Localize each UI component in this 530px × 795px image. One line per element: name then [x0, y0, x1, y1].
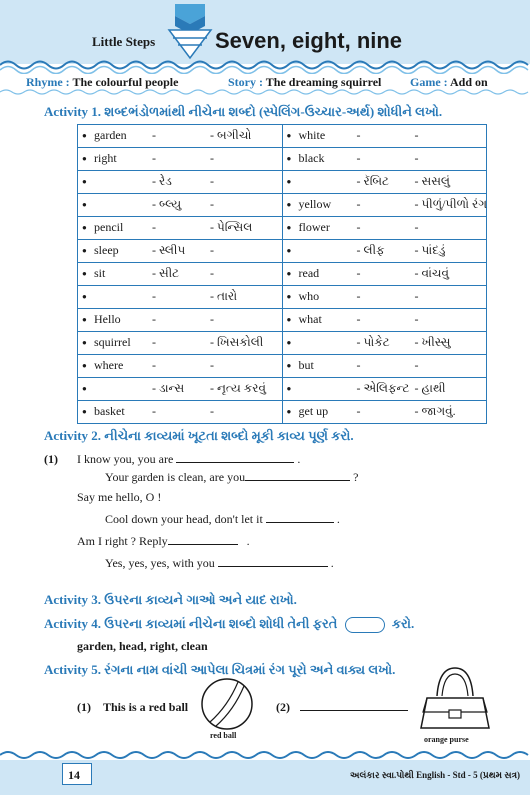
bullet-icon: ●: [82, 177, 87, 186]
vocab-pronunciation: -: [152, 358, 156, 372]
vocab-meaning: -: [210, 243, 214, 257]
circle-shape-icon: [345, 617, 385, 633]
poem-line-2: Your garden is clean, are you ?: [105, 470, 359, 484]
vocab-meaning: -: [210, 404, 214, 418]
game-info: Game : Add on: [410, 75, 488, 89]
series-title: Little Steps: [92, 34, 156, 49]
page-title: Seven, eight, nine: [215, 28, 403, 53]
activity5-title: Activity 5. રંગના નામ વાંચી આપેલા ચિત્રમાં રંગ પૂરો અને વાક્ય લખો.: [44, 662, 396, 677]
vocab-meaning: - વાંચવું: [414, 266, 449, 280]
item2-answer-line[interactable]: [300, 698, 408, 711]
table-row: [78, 194, 487, 217]
table-row: [78, 263, 487, 286]
vocab-word: sit: [94, 266, 106, 280]
vocab-word: garden: [94, 128, 127, 142]
vocab-meaning: - ખીસ્સુ: [414, 335, 451, 349]
ball-icon[interactable]: [198, 676, 256, 732]
table-row: [78, 125, 487, 148]
vocab-meaning: -: [210, 197, 214, 211]
vocab-word: flower: [298, 220, 330, 234]
vocab-pronunciation: -: [356, 289, 361, 303]
vocab-word: but: [298, 358, 314, 372]
vocab-cell-left[interactable]: [78, 194, 283, 217]
vocab-pronunciation: -: [152, 289, 156, 303]
vocab-cell-right[interactable]: [282, 171, 487, 194]
vocab-pronunciation: - પોકેટ: [356, 335, 390, 349]
bullet-icon: ●: [286, 292, 292, 301]
vocab-cell-left[interactable]: [78, 355, 283, 378]
vocab-word: pencil: [94, 220, 124, 234]
vocab-word: basket: [94, 404, 125, 418]
bullet-icon: ●: [286, 200, 292, 209]
vocab-pronunciation: - એલિફન્ટ: [356, 381, 410, 395]
vocab-pronunciation: - લીફ: [356, 243, 385, 257]
vocab-word: right: [94, 151, 117, 165]
vocab-cell-left[interactable]: [78, 171, 283, 194]
vocab-cell-right[interactable]: [282, 148, 487, 171]
bullet-icon: ●: [82, 361, 87, 370]
vocab-word: sleep: [94, 243, 119, 257]
table-row: [78, 309, 487, 332]
vocab-pronunciation: - સ્લીપ: [152, 243, 186, 257]
item1-sentence: This is a red ball: [103, 700, 189, 714]
vocab-cell-left[interactable]: [78, 378, 283, 401]
vocab-pronunciation: -: [356, 404, 361, 418]
vocab-cell-right[interactable]: [282, 309, 487, 332]
vocab-meaning: - સસલું: [414, 174, 451, 188]
poem-number: (1): [44, 452, 58, 466]
vocab-meaning: - નૃત્ય કરવું: [210, 381, 266, 395]
vocab-cell-left[interactable]: [78, 286, 283, 309]
item1-number: (1): [77, 700, 91, 714]
bullet-icon: ●: [286, 223, 292, 232]
vocab-pronunciation: - રૅબિટ: [356, 174, 390, 188]
vocab-meaning: - પાંદડું: [414, 243, 446, 257]
vocab-cell-left[interactable]: [78, 309, 283, 332]
vocab-pronunciation: -: [152, 220, 156, 234]
vocab-meaning: -: [210, 312, 214, 326]
bullet-icon: ●: [286, 407, 292, 416]
vocab-meaning: - જાગવું.: [414, 404, 456, 418]
table-row: [78, 171, 487, 194]
bullet-icon: ●: [286, 177, 292, 186]
bullet-icon: ●: [286, 338, 292, 347]
divider-wave: [0, 88, 530, 96]
bullet-icon: ●: [286, 315, 292, 324]
vocab-cell-right[interactable]: [282, 217, 487, 240]
table-row: [78, 355, 487, 378]
bullet-icon: ●: [82, 338, 87, 347]
bullet-icon: ●: [286, 154, 292, 163]
table-row: [78, 217, 487, 240]
bullet-icon: ●: [286, 361, 292, 370]
purse-icon[interactable]: [415, 664, 495, 736]
vocab-meaning: - બગીચો: [210, 128, 252, 142]
ball-caption: red ball: [210, 731, 237, 740]
vocab-word: white: [298, 128, 326, 142]
activity1-title: Activity 1. શબ્દભંડોળમાંથી નીચેના શબ્દો (સ્પેલિંગ-ઉચ્ચાર-અર્થ) શોધીને લખો.: [44, 104, 443, 119]
vocab-meaning: -: [210, 266, 214, 280]
table-row: [78, 240, 487, 263]
vocab-pronunciation: - ડાન્સ: [152, 381, 185, 395]
vocab-word: what: [298, 312, 322, 326]
vocab-pronunciation: -: [356, 312, 361, 326]
poem-line-1: I know you, you are .: [77, 452, 301, 466]
item2-number: (2): [276, 700, 290, 714]
vocab-pronunciation: - સીટ: [152, 266, 180, 280]
vocab-meaning: -: [210, 151, 214, 165]
vocab-cell-right[interactable]: [282, 263, 487, 286]
activity4-title: Activity 4. ઉપરના કાવ્યમાં નીચેના શબ્દો શોધી તેની ફરતે કરો.: [44, 616, 414, 633]
header-wave: [0, 56, 530, 74]
vocab-meaning: -: [414, 358, 419, 372]
vocab-cell-left[interactable]: [78, 217, 283, 240]
vocab-table: [77, 124, 487, 424]
bullet-icon: ●: [286, 384, 292, 393]
vocab-meaning: -: [414, 151, 419, 165]
footer-book-title: અલંકાર સ્વા.પોથી English - Std - 5 (પ્રથમ સત્ર): [350, 770, 521, 780]
vocab-pronunciation: -: [356, 266, 361, 280]
vocab-word: where: [94, 358, 124, 372]
vocab-cell-right[interactable]: [282, 194, 487, 217]
bullet-icon: ●: [82, 384, 87, 393]
table-row: [78, 286, 487, 309]
vocab-cell-left[interactable]: [78, 263, 283, 286]
vocab-pronunciation: -: [152, 404, 156, 418]
bullet-icon: ●: [82, 292, 87, 301]
vocab-pronunciation: -: [356, 151, 361, 165]
vocab-meaning: - ખિસકોલી: [210, 335, 264, 349]
vocab-pronunciation: -: [356, 358, 361, 372]
bullet-icon: ●: [82, 223, 87, 232]
vocab-pronunciation: -: [356, 128, 361, 142]
purse-caption: orange purse: [424, 735, 469, 744]
poem-line-6: Yes, yes, yes, with you .: [105, 556, 334, 570]
story-info: Story : The dreaming squirrel: [228, 75, 382, 89]
vocab-pronunciation: -: [152, 151, 156, 165]
poem-line-4: Cool down your head, don't let it .: [105, 512, 340, 526]
vocab-cell-right[interactable]: [282, 240, 487, 263]
vocab-word: Hello: [94, 312, 121, 326]
vocab-meaning: - પીળું/પીળો રંગ: [414, 197, 487, 211]
vocab-meaning: -: [210, 358, 214, 372]
bullet-icon: ●: [82, 315, 87, 324]
table-row: [78, 332, 487, 355]
vocab-word: black: [298, 151, 325, 165]
header-logo-icon: [165, 2, 215, 64]
bullet-icon: ●: [82, 200, 87, 209]
vocab-meaning: -: [414, 312, 419, 326]
page-number: 14: [68, 768, 80, 782]
vocab-meaning: - પેન્સિલ: [210, 220, 253, 234]
vocab-meaning: -: [414, 289, 419, 303]
vocab-cell-left[interactable]: [78, 332, 283, 355]
rhyme-info: Rhyme : The colourful people: [26, 75, 179, 89]
vocab-cell-right[interactable]: [282, 332, 487, 355]
vocab-cell-left[interactable]: [78, 148, 283, 171]
vocab-pronunciation: -: [152, 335, 156, 349]
vocab-meaning: -: [210, 174, 214, 188]
bullet-icon: ●: [82, 246, 87, 255]
vocab-cell-right[interactable]: [282, 378, 487, 401]
table-row: [78, 401, 487, 424]
vocab-word: yellow: [298, 197, 332, 211]
vocab-pronunciation: - બ્લ્યુ: [152, 197, 182, 211]
vocab-meaning: - તારો: [210, 289, 238, 303]
poem-line-3: Say me hello, O !: [77, 490, 162, 504]
activity4-words: garden, head, right, clean: [77, 639, 208, 653]
vocab-word: read: [298, 266, 320, 280]
bullet-icon: ●: [82, 131, 87, 140]
vocab-meaning: -: [414, 220, 419, 234]
bullet-icon: ●: [286, 131, 292, 140]
vocab-cell-left[interactable]: [78, 125, 283, 148]
vocab-cell-left[interactable]: [78, 240, 283, 263]
poem-line-5: Am I right ? Reply .: [77, 534, 250, 548]
vocab-pronunciation: -: [356, 197, 361, 211]
vocab-meaning: -: [414, 128, 419, 142]
bullet-icon: ●: [286, 246, 292, 255]
vocab-word: who: [298, 289, 320, 303]
bullet-icon: ●: [286, 269, 292, 278]
vocab-cell-right[interactable]: [282, 125, 487, 148]
vocab-cell-right[interactable]: [282, 286, 487, 309]
bullet-icon: ●: [82, 154, 87, 163]
vocab-word: get up: [298, 404, 329, 418]
vocab-cell-left[interactable]: [78, 401, 283, 424]
bullet-icon: ●: [82, 407, 87, 416]
vocab-pronunciation: -: [152, 128, 156, 142]
vocab-cell-right[interactable]: [282, 401, 487, 424]
vocab-meaning: - હાથી: [414, 381, 446, 395]
table-row: [78, 148, 487, 171]
vocab-cell-right[interactable]: [282, 355, 487, 378]
vocab-pronunciation: - રેડ: [152, 174, 172, 188]
bullet-icon: ●: [82, 269, 87, 278]
vocab-word: squirrel: [94, 335, 131, 349]
activity3-title: Activity 3. ઉપરના કાવ્યને ગાઓ અને યાદ રાખો.: [44, 592, 297, 607]
vocab-pronunciation: -: [152, 312, 156, 326]
activity2-title: Activity 2. નીચેના કાવ્યમાં ખૂટતા શબ્દો મૂકી કાવ્ય પૂર્ણ કરો.: [44, 428, 354, 443]
vocab-pronunciation: -: [356, 220, 361, 234]
table-row: [78, 378, 487, 401]
